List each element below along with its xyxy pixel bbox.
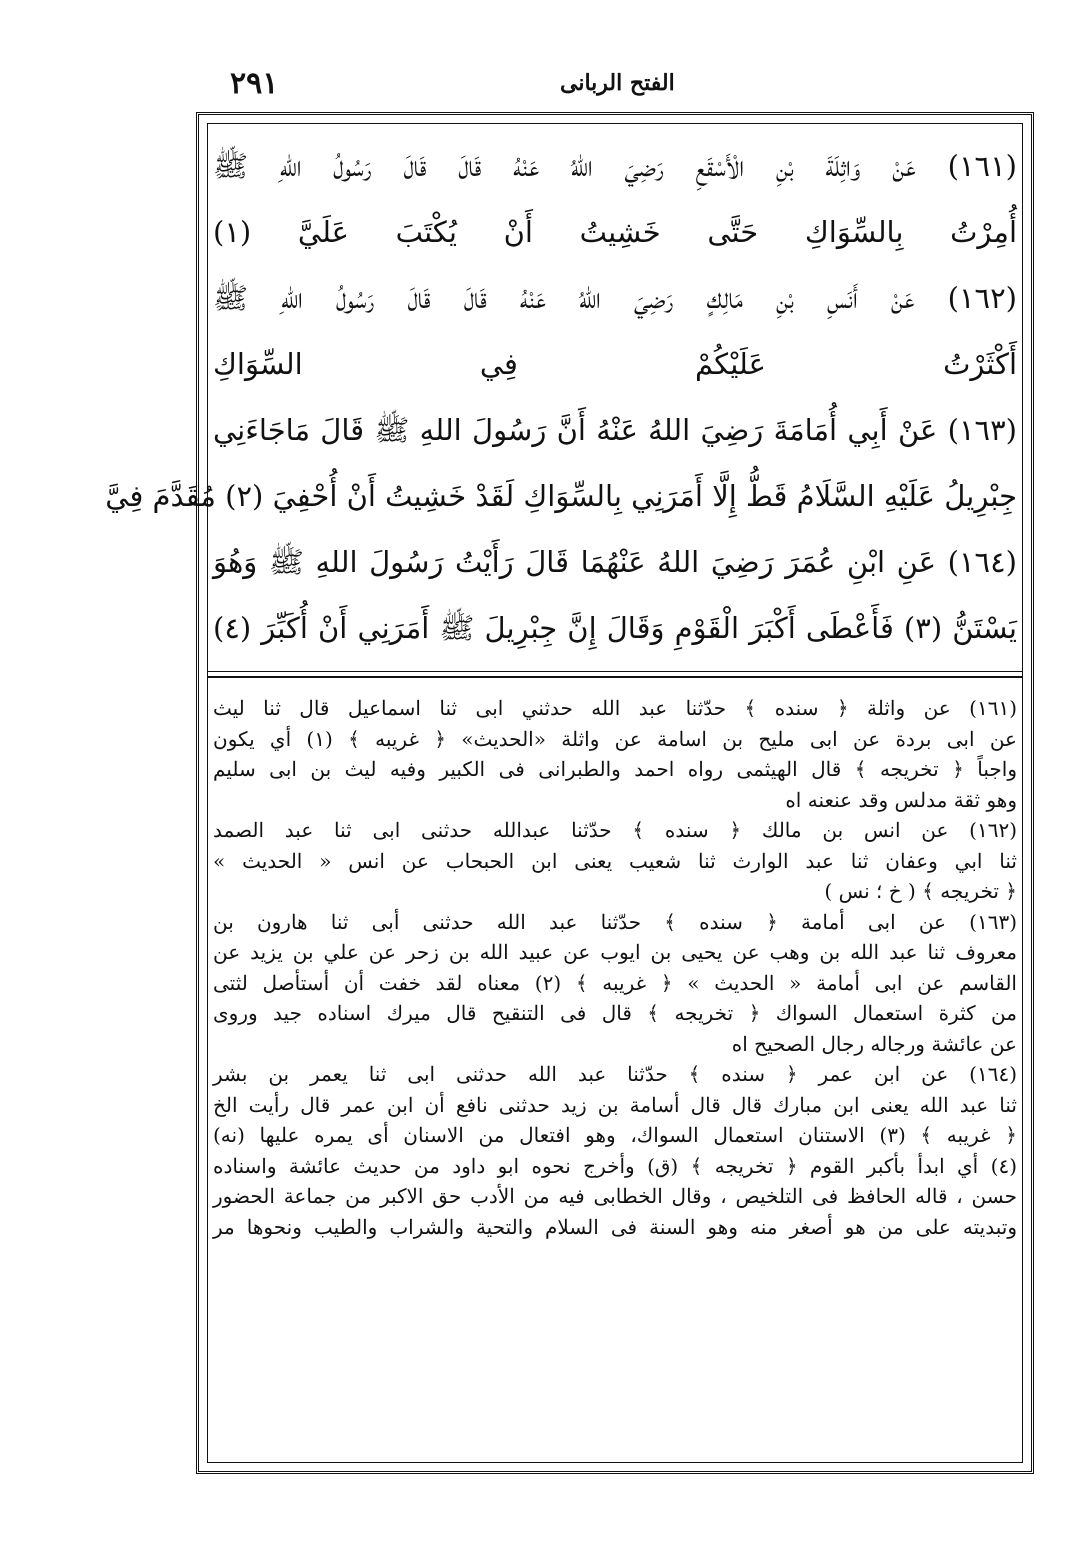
commentary-line: ﴿ غريبه ﴾ (٣) الاستنان استعمال السواك، وهو افتعال من الاسنان أى يمره عليها (نه) bbox=[213, 1123, 1017, 1147]
hadith-line: (١٦٣) عَنْ أَبِي أُمَامَةَ رَضِيَ اللهُ عَنْهُ أَنَّ رَسُولَ اللهِ ﷺ قَالَ مَاجَاءَنِي bbox=[213, 413, 1017, 447]
hadith-line: (١٦٢) عَنْ أَنَسِ بْنِ مَالِكٍ رَضِيَ اللهُ عَنْهُ قَالَ قَالَ رَسُولُ اللهِ ﷺ bbox=[213, 281, 1017, 315]
hadith-line: أُمِرْتُ بِالسِّوَاكِ حَتَّى خَشِيتُ أَنْ يُكْتَبَ عَلَيَّ (١) bbox=[213, 215, 1017, 249]
commentary-line: عن عائشة ورجاله رجال الصحيح اه bbox=[731, 1031, 1017, 1056]
hadith-line: جِبْرِيلُ عَلَيْهِ السَّلَامُ قَطُّ إِلَّا أَمَرَنِي بِالسِّوَاكِ لَقَدْ خَشِيتُ أَنْ أُحْفِيَ (٢) مُقَدَّمَ فِيَّ bbox=[105, 479, 1017, 513]
commentary-footnotes bbox=[213, 693, 1017, 1455]
commentary-line: (١٦٣) عن ابى أمامة ﴿ سنده ﴾ حدّثنا عبد الله حدثنى أبى ثنا هارون بن bbox=[213, 909, 1017, 934]
commentary-line: القاسم عن ابى أمامة « الحديث » ﴿ غريبه ﴾ (٢) معناه لقد خفت أن أستأصل لثتى bbox=[213, 970, 1017, 995]
running-title: الفتح الربانى bbox=[560, 70, 675, 96]
hadith-line: (١٦٤) عَنِ ابْنِ عُمَرَ رَضِيَ اللهُ عَنْهُمَا قَالَ رَأَيْتُ رَسُولَ اللهِ ﷺ وَهُوَ bbox=[213, 545, 1017, 579]
hadith-text bbox=[105, 133, 1017, 665]
page-header bbox=[230, 66, 770, 106]
commentary-line: (١٦٤) عن ابن عمر ﴿ سنده ﴾ حدّثنا عبد الله حدثنى ابى ثنا يعمر بن بشر bbox=[213, 1062, 1017, 1086]
commentary-line: واجباً ﴿ تخريجه ﴾ قال الهيثمى رواه احمد والطبرانى فى الكبير وفيه ليث بن ابى سليم bbox=[213, 757, 1017, 781]
commentary-line: وهو ثقة مدلس وقد عنعنه اه bbox=[785, 787, 1017, 812]
commentary-line: من كثرة استعمال السواك ﴿ تخريجه ﴾ قال فى التنقيح قال ميرك اسناده جيد وروى bbox=[213, 1001, 1017, 1025]
commentary-line: وتبديته على من هو أصغر منه وهو السنة فى السلام والتحية والشراب والطيب ونحوها مر bbox=[213, 1214, 1017, 1239]
page-frame bbox=[105, 112, 1034, 1474]
commentary-line: ثنا ابي وعفان ثنا عبد الوارث ثنا شعيب يعنى ابن الحبحاب عن انس « الحديث » bbox=[213, 848, 1017, 873]
page-number: ٢٩١ bbox=[230, 66, 279, 101]
hadith-line: أَكْثَرْتُ عَلَيْكُمْ فِي السِّوَاكِ bbox=[213, 347, 1017, 381]
commentary-line: ثنا عبد الله يعنى ابن مبارك قال قال أسامة بن زيد حدثنى نافع أن ابن عمر قال رأيت الخ bbox=[213, 1092, 1017, 1117]
commentary-line: (٤) أي ابدأ بأكبر القوم ﴿ تخريجه ﴾ (ق) وأخرج نحوه ابو داود من حديث عائشة واسناده bbox=[213, 1153, 1017, 1178]
commentary-line: معروف ثنا عبد الله بن وهب عن يحيى بن ايوب عن عبيد الله بن زحر عن علي بن يزيد عن bbox=[213, 940, 1017, 964]
commentary-line: ﴿ تخريجه ﴾ ( خ ؛ نس ) bbox=[824, 879, 1017, 903]
section-divider bbox=[207, 671, 1023, 678]
hadith-line: يَسْتَنُّ (٣) فَأَعْطَى أَكْبَرَ الْقَوْمِ وَقَالَ إِنَّ جِبْرِيلَ ﷺ أَمَرَنِي أَنْ أُكَبِّرَ (٤) bbox=[213, 611, 1017, 645]
commentary-line: عن ابى بردة عن ابى مليح بن اسامة عن واثلة «الحديث» ﴿ غريبه ﴾ (١) أي يكون bbox=[213, 726, 1017, 751]
commentary-line: (١٦٢) عن انس بن مالك ﴿ سنده ﴾ حدّثنا عبدالله حدثنى ابى ثنا عبد الصمد bbox=[213, 818, 1018, 842]
hadith-line: (١٦١) عَنْ وَاثِلَةَ بْنِ الْأَسْقَعِ رَضِيَ اللهُ عَنْهُ قَالَ قَالَ رَسُولُ اللهِ ﷺ bbox=[213, 149, 1017, 183]
commentary-line: حسن ، قاله الحافظ فى التلخيص ، وقال الخطابى فيه من الأدب حق الاكبر من جماعة الحضور bbox=[213, 1184, 1017, 1208]
commentary-line: (١٦١) عن واثلة ﴿ سنده ﴾ حدّثنا عبد الله حدثني ابى ثنا اسماعيل قال ثنا ليث bbox=[213, 696, 1017, 720]
